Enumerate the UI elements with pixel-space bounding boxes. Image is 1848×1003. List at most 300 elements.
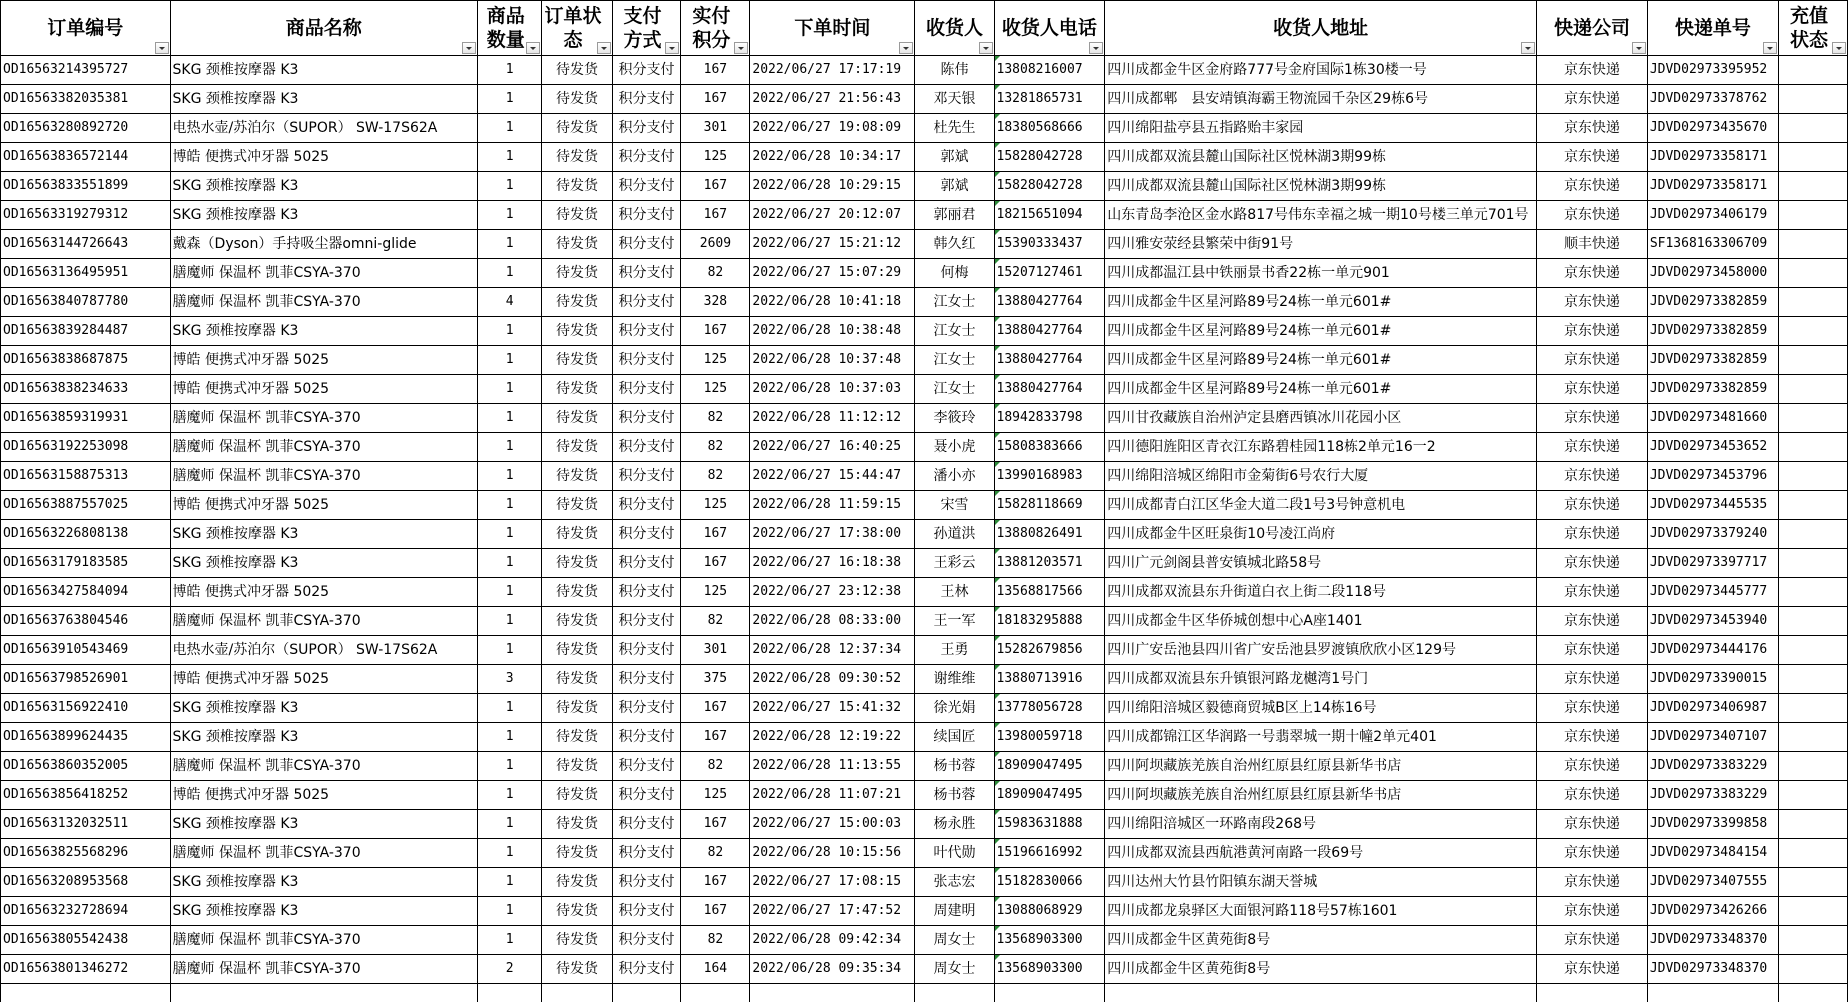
cell-receiver[interactable]: 孙道洪 [915,520,994,549]
cell-points[interactable]: 167 [681,520,750,549]
cell-tracking[interactable]: JDVD02973453940 [1647,607,1778,636]
table-row[interactable] [1,926,1848,955]
table-row[interactable] [1,259,1848,288]
cell-receiver[interactable]: 杨永胜 [915,810,994,839]
cell-points[interactable]: 82 [681,839,750,868]
cell-qty[interactable]: 3 [478,665,542,694]
cell-tracking[interactable]: JDVD02973382859 [1647,346,1778,375]
cell-product[interactable]: 博皓 便携式冲牙器 5025 [170,781,477,810]
table-row[interactable] [1,868,1848,897]
cell-time[interactable]: 2022/06/28 10:41:18 [750,288,915,317]
cell-address[interactable]: 四川绵阳涪城区绵阳市金菊街6号农行大厦 [1105,462,1537,491]
table-row[interactable] [1,810,1848,839]
cell-qty[interactable]: 1 [478,433,542,462]
cell-points[interactable]: 301 [681,636,750,665]
cell-address[interactable]: 四川成都双流县麓山国际社区悦林湖3期99栋 [1105,143,1537,172]
cell-tracking[interactable]: JDVD02973407107 [1647,723,1778,752]
cell-recharge[interactable] [1778,578,1847,607]
cell-phone[interactable]: 18183295888 [994,607,1105,636]
cell-points[interactable]: 125 [681,578,750,607]
cell-address[interactable]: 四川成都锦江区华润路一号翡翠城一期十幢2单元401 [1105,723,1537,752]
empty-cell[interactable] [681,984,750,1003]
cell-time[interactable]: 2022/06/28 10:29:15 [750,172,915,201]
filter-dropdown-icon[interactable] [1521,42,1535,54]
cell-receiver[interactable]: 邓天银 [915,85,994,114]
cell-points[interactable]: 125 [681,781,750,810]
table-row[interactable] [1,230,1848,259]
cell-product[interactable]: SKG 颈椎按摩器 K3 [170,201,477,230]
cell-status[interactable]: 待发货 [542,839,612,868]
cell-points[interactable]: 82 [681,259,750,288]
cell-tracking[interactable]: JDVD02973445535 [1647,491,1778,520]
cell-order-id[interactable]: OD16563232728694 [1,897,171,926]
cell-recharge[interactable] [1778,752,1847,781]
cell-status[interactable]: 待发货 [542,288,612,317]
cell-receiver[interactable]: 潘小亦 [915,462,994,491]
cell-phone[interactable]: 13980059718 [994,723,1105,752]
cell-qty[interactable]: 1 [478,723,542,752]
empty-cell[interactable] [170,984,477,1003]
cell-order-id[interactable]: OD16563910543469 [1,636,171,665]
cell-phone[interactable]: 13880427764 [994,346,1105,375]
cell-pay[interactable]: 积分支付 [612,694,681,723]
cell-time[interactable]: 2022/06/28 09:42:34 [750,926,915,955]
cell-courier[interactable]: 京东快递 [1537,172,1648,201]
cell-points[interactable]: 167 [681,172,750,201]
cell-status[interactable]: 待发货 [542,694,612,723]
cell-courier[interactable]: 京东快递 [1537,375,1648,404]
cell-recharge[interactable] [1778,810,1847,839]
cell-product[interactable]: 膳魔师 保温杯 凯菲CSYA-370 [170,839,477,868]
cell-address[interactable]: 四川成都双流县东升街道白衣上街二段118号 [1105,578,1537,607]
cell-phone[interactable]: 18215651094 [994,201,1105,230]
cell-product[interactable]: SKG 颈椎按摩器 K3 [170,549,477,578]
cell-receiver[interactable]: 王一军 [915,607,994,636]
cell-courier[interactable]: 京东快递 [1537,955,1648,984]
empty-cell[interactable] [1778,984,1847,1003]
cell-order-id[interactable]: OD16563427584094 [1,578,171,607]
cell-product[interactable]: 膳魔师 保温杯 凯菲CSYA-370 [170,433,477,462]
cell-phone[interactable]: 15828118669 [994,491,1105,520]
cell-time[interactable]: 2022/06/27 20:12:07 [750,201,915,230]
cell-product[interactable]: 电热水壶/苏泊尔（SUPOR） SW-17S62A [170,636,477,665]
cell-product[interactable]: SKG 颈椎按摩器 K3 [170,723,477,752]
cell-pay[interactable]: 积分支付 [612,143,681,172]
cell-recharge[interactable] [1778,607,1847,636]
table-row[interactable] [1,433,1848,462]
cell-address[interactable]: 四川成都金牛区旺泉街10号凌江尚府 [1105,520,1537,549]
cell-tracking[interactable]: JDVD02973406179 [1647,201,1778,230]
cell-pay[interactable]: 积分支付 [612,520,681,549]
cell-courier[interactable]: 京东快递 [1537,723,1648,752]
cell-product[interactable]: SKG 颈椎按摩器 K3 [170,520,477,549]
cell-phone[interactable]: 18380568666 [994,114,1105,143]
cell-qty[interactable]: 1 [478,549,542,578]
cell-receiver[interactable]: 江女士 [915,317,994,346]
cell-product[interactable]: 电热水壶/苏泊尔（SUPOR） SW-17S62A [170,114,477,143]
cell-order-id[interactable]: OD16563833551899 [1,172,171,201]
cell-phone[interactable]: 13281865731 [994,85,1105,114]
cell-receiver[interactable]: 杨书蓉 [915,781,994,810]
cell-qty[interactable]: 1 [478,317,542,346]
cell-product[interactable]: 膳魔师 保温杯 凯菲CSYA-370 [170,955,477,984]
cell-pay[interactable]: 积分支付 [612,462,681,491]
cell-time[interactable]: 2022/06/27 15:44:47 [750,462,915,491]
cell-tracking[interactable]: JDVD02973358171 [1647,172,1778,201]
cell-time[interactable]: 2022/06/28 09:30:52 [750,665,915,694]
cell-tracking[interactable]: JDVD02973382859 [1647,288,1778,317]
cell-address[interactable]: 四川成都双流县西航港黄河南路一段69号 [1105,839,1537,868]
cell-time[interactable]: 2022/06/28 11:59:15 [750,491,915,520]
cell-status[interactable]: 待发货 [542,56,612,85]
cell-courier[interactable]: 京东快递 [1537,839,1648,868]
cell-qty[interactable]: 4 [478,288,542,317]
cell-address[interactable]: 四川绵阳涪城区毅德商贸城B区上14栋16号 [1105,694,1537,723]
cell-pay[interactable]: 积分支付 [612,375,681,404]
cell-pay[interactable]: 积分支付 [612,897,681,926]
cell-product[interactable]: SKG 颈椎按摩器 K3 [170,694,477,723]
cell-status[interactable]: 待发货 [542,85,612,114]
cell-pay[interactable]: 积分支付 [612,578,681,607]
empty-cell[interactable] [478,984,542,1003]
cell-status[interactable]: 待发货 [542,404,612,433]
cell-address[interactable]: 四川成都金牛区华侨城创想中心A座1401 [1105,607,1537,636]
cell-order-id[interactable]: OD16563856418252 [1,781,171,810]
cell-status[interactable]: 待发货 [542,317,612,346]
filter-dropdown-icon[interactable] [1763,42,1777,54]
table-row[interactable] [1,723,1848,752]
cell-address[interactable]: 四川广元剑阁县普安镇城北路58号 [1105,549,1537,578]
cell-product[interactable]: SKG 颈椎按摩器 K3 [170,56,477,85]
cell-address[interactable]: 四川绵阳盐亭县五指路贻丰家园 [1105,114,1537,143]
cell-phone[interactable]: 18942833798 [994,404,1105,433]
cell-status[interactable]: 待发货 [542,810,612,839]
cell-order-id[interactable]: OD16563144726643 [1,230,171,259]
cell-courier[interactable]: 京东快递 [1537,665,1648,694]
cell-time[interactable]: 2022/06/27 17:17:19 [750,56,915,85]
empty-cell[interactable] [915,984,994,1003]
cell-courier[interactable]: 京东快递 [1537,868,1648,897]
cell-tracking[interactable]: JDVD02973426266 [1647,897,1778,926]
cell-points[interactable]: 82 [681,926,750,955]
cell-qty[interactable]: 1 [478,926,542,955]
cell-pay[interactable]: 积分支付 [612,172,681,201]
cell-phone[interactable]: 13568817566 [994,578,1105,607]
cell-courier[interactable]: 京东快递 [1537,259,1648,288]
cell-address[interactable]: 四川阿坝藏族羌族自治州红原县红原县新华书店 [1105,781,1537,810]
cell-qty[interactable]: 1 [478,85,542,114]
cell-status[interactable]: 待发货 [542,752,612,781]
cell-time[interactable]: 2022/06/27 17:47:52 [750,897,915,926]
cell-phone[interactable]: 13880713916 [994,665,1105,694]
cell-phone[interactable]: 13880826491 [994,520,1105,549]
cell-recharge[interactable] [1778,317,1847,346]
cell-pay[interactable]: 积分支付 [612,114,681,143]
cell-time[interactable]: 2022/06/28 11:13:55 [750,752,915,781]
cell-courier[interactable]: 京东快递 [1537,462,1648,491]
cell-pay[interactable]: 积分支付 [612,752,681,781]
cell-product[interactable]: SKG 颈椎按摩器 K3 [170,810,477,839]
cell-order-id[interactable]: OD16563899624435 [1,723,171,752]
table-row[interactable] [1,839,1848,868]
cell-courier[interactable]: 京东快递 [1537,85,1648,114]
cell-order-id[interactable]: OD16563825568296 [1,839,171,868]
cell-pay[interactable]: 积分支付 [612,433,681,462]
cell-tracking[interactable]: JDVD02973445777 [1647,578,1778,607]
cell-phone[interactable]: 15808383666 [994,433,1105,462]
table-row[interactable] [1,781,1848,810]
cell-receiver[interactable]: 杜先生 [915,114,994,143]
empty-cell[interactable] [750,984,915,1003]
cell-address[interactable]: 四川阿坝藏族羌族自治州红原县红原县新华书店 [1105,752,1537,781]
table-row[interactable] [1,172,1848,201]
cell-address[interactable]: 山东青岛李沧区金水路817号伟东幸福之城一期10号楼三单元701号 [1105,201,1537,230]
cell-receiver[interactable]: 徐光娟 [915,694,994,723]
cell-time[interactable]: 2022/06/27 23:12:38 [750,578,915,607]
cell-pay[interactable]: 积分支付 [612,839,681,868]
cell-tracking[interactable]: JDVD02973444176 [1647,636,1778,665]
cell-receiver[interactable]: 宋雪 [915,491,994,520]
cell-tracking[interactable]: JDVD02973407555 [1647,868,1778,897]
cell-qty[interactable]: 1 [478,346,542,375]
cell-status[interactable]: 待发货 [542,114,612,143]
cell-courier[interactable]: 京东快递 [1537,114,1648,143]
cell-status[interactable]: 待发货 [542,143,612,172]
cell-courier[interactable]: 京东快递 [1537,607,1648,636]
cell-recharge[interactable] [1778,114,1847,143]
cell-status[interactable]: 待发货 [542,259,612,288]
cell-product[interactable]: SKG 颈椎按摩器 K3 [170,897,477,926]
cell-receiver[interactable]: 王勇 [915,636,994,665]
cell-status[interactable]: 待发货 [542,549,612,578]
cell-phone[interactable]: 15828042728 [994,143,1105,172]
cell-phone[interactable]: 13808216007 [994,56,1105,85]
cell-points[interactable]: 167 [681,317,750,346]
filter-dropdown-icon[interactable] [155,42,169,54]
cell-points[interactable]: 301 [681,114,750,143]
cell-pay[interactable]: 积分支付 [612,607,681,636]
cell-phone[interactable]: 13880427764 [994,375,1105,404]
cell-time[interactable]: 2022/06/28 10:15:56 [750,839,915,868]
cell-points[interactable]: 167 [681,85,750,114]
filter-dropdown-icon[interactable] [899,42,913,54]
table-row[interactable] [1,85,1848,114]
cell-points[interactable]: 167 [681,868,750,897]
table-row[interactable] [1,520,1848,549]
filter-dropdown-icon[interactable] [1832,42,1846,54]
cell-order-id[interactable]: OD16563158875313 [1,462,171,491]
cell-order-id[interactable]: OD16563839284487 [1,317,171,346]
cell-phone[interactable]: 15390333437 [994,230,1105,259]
cell-order-id[interactable]: OD16563136495951 [1,259,171,288]
cell-time[interactable]: 2022/06/28 08:33:00 [750,607,915,636]
cell-time[interactable]: 2022/06/28 12:37:34 [750,636,915,665]
cell-receiver[interactable]: 韩久红 [915,230,994,259]
cell-courier[interactable]: 京东快递 [1537,810,1648,839]
cell-qty[interactable]: 1 [478,259,542,288]
table-row[interactable] [1,607,1848,636]
cell-order-id[interactable]: OD16563860352005 [1,752,171,781]
cell-recharge[interactable] [1778,230,1847,259]
cell-order-id[interactable]: OD16563798526901 [1,665,171,694]
filter-dropdown-icon[interactable] [1632,42,1646,54]
cell-product[interactable]: SKG 颈椎按摩器 K3 [170,85,477,114]
cell-address[interactable]: 四川成都双流县麓山国际社区悦林湖3期99栋 [1105,172,1537,201]
cell-address[interactable]: 四川雅安荥经县繁荣中街91号 [1105,230,1537,259]
cell-time[interactable]: 2022/06/27 16:18:38 [750,549,915,578]
table-row[interactable] [1,462,1848,491]
cell-tracking[interactable]: JDVD02973395952 [1647,56,1778,85]
table-row[interactable] [1,317,1848,346]
cell-time[interactable]: 2022/06/27 15:21:12 [750,230,915,259]
cell-product[interactable]: 博皓 便携式冲牙器 5025 [170,491,477,520]
cell-courier[interactable]: 京东快递 [1537,520,1648,549]
cell-address[interactable]: 四川甘孜藏族自治州泸定县磨西镇冰川花园小区 [1105,404,1537,433]
cell-qty[interactable]: 1 [478,201,542,230]
table-row[interactable] [1,143,1848,172]
cell-phone[interactable]: 13880427764 [994,288,1105,317]
cell-phone[interactable]: 18909047495 [994,752,1105,781]
cell-recharge[interactable] [1778,868,1847,897]
cell-tracking[interactable]: JDVD02973399858 [1647,810,1778,839]
cell-tracking[interactable]: JDVD02973348370 [1647,926,1778,955]
cell-status[interactable]: 待发货 [542,868,612,897]
empty-cell[interactable] [1,984,171,1003]
cell-receiver[interactable]: 杨书蓉 [915,752,994,781]
cell-recharge[interactable] [1778,375,1847,404]
cell-recharge[interactable] [1778,462,1847,491]
cell-status[interactable]: 待发货 [542,433,612,462]
cell-pay[interactable]: 积分支付 [612,723,681,752]
cell-courier[interactable]: 京东快递 [1537,636,1648,665]
cell-tracking[interactable]: JDVD02973435670 [1647,114,1778,143]
cell-recharge[interactable] [1778,259,1847,288]
empty-cell[interactable] [1537,984,1648,1003]
cell-product[interactable]: 膳魔师 保温杯 凯菲CSYA-370 [170,404,477,433]
cell-time[interactable]: 2022/06/27 15:41:32 [750,694,915,723]
cell-receiver[interactable]: 江女士 [915,375,994,404]
cell-product[interactable]: 膳魔师 保温杯 凯菲CSYA-370 [170,288,477,317]
cell-status[interactable]: 待发货 [542,665,612,694]
cell-recharge[interactable] [1778,491,1847,520]
cell-status[interactable]: 待发货 [542,607,612,636]
cell-product[interactable]: SKG 颈椎按摩器 K3 [170,317,477,346]
cell-phone[interactable]: 13568903300 [994,955,1105,984]
cell-courier[interactable]: 京东快递 [1537,897,1648,926]
cell-receiver[interactable]: 何梅 [915,259,994,288]
cell-receiver[interactable]: 周女士 [915,926,994,955]
table-row[interactable] [1,375,1848,404]
cell-qty[interactable]: 1 [478,56,542,85]
filter-dropdown-icon[interactable] [665,42,679,54]
cell-qty[interactable]: 1 [478,491,542,520]
cell-address[interactable]: 四川成都金牛区星河路89号24栋一单元601# [1105,317,1537,346]
cell-time[interactable]: 2022/06/28 10:37:03 [750,375,915,404]
cell-recharge[interactable] [1778,172,1847,201]
cell-courier[interactable]: 京东快递 [1537,578,1648,607]
cell-pay[interactable]: 积分支付 [612,56,681,85]
table-row[interactable] [1,897,1848,926]
empty-cell[interactable] [1105,984,1537,1003]
cell-time[interactable]: 2022/06/27 19:08:09 [750,114,915,143]
cell-recharge[interactable] [1778,723,1847,752]
cell-address[interactable]: 四川广安岳池县四川省广安岳池县罗渡镇欣欣小区129号 [1105,636,1537,665]
cell-status[interactable]: 待发货 [542,230,612,259]
cell-points[interactable]: 82 [681,404,750,433]
cell-points[interactable]: 167 [681,201,750,230]
cell-order-id[interactable]: OD16563319279312 [1,201,171,230]
cell-status[interactable]: 待发货 [542,491,612,520]
cell-tracking[interactable]: JDVD02973397717 [1647,549,1778,578]
cell-time[interactable]: 2022/06/27 17:08:15 [750,868,915,897]
cell-product[interactable]: 膳魔师 保温杯 凯菲CSYA-370 [170,259,477,288]
cell-recharge[interactable] [1778,143,1847,172]
cell-order-id[interactable]: OD16563838687875 [1,346,171,375]
cell-tracking[interactable]: JDVD02973484154 [1647,839,1778,868]
cell-qty[interactable]: 1 [478,172,542,201]
cell-time[interactable]: 2022/06/27 17:38:00 [750,520,915,549]
cell-courier[interactable]: 京东快递 [1537,433,1648,462]
cell-product[interactable]: 博皓 便携式冲牙器 5025 [170,578,477,607]
cell-phone[interactable]: 15828042728 [994,172,1105,201]
cell-points[interactable]: 82 [681,462,750,491]
cell-time[interactable]: 2022/06/28 12:19:22 [750,723,915,752]
cell-status[interactable]: 待发货 [542,462,612,491]
cell-status[interactable]: 待发货 [542,201,612,230]
cell-tracking[interactable]: JDVD02973453652 [1647,433,1778,462]
cell-phone[interactable]: 13990168983 [994,462,1105,491]
cell-address[interactable]: 四川成都金牛区黄苑街8号 [1105,955,1537,984]
cell-product[interactable]: 膳魔师 保温杯 凯菲CSYA-370 [170,926,477,955]
cell-order-id[interactable]: OD16563840787780 [1,288,171,317]
cell-qty[interactable]: 1 [478,810,542,839]
empty-cell[interactable] [1647,984,1778,1003]
filter-dropdown-icon[interactable] [979,42,993,54]
cell-qty[interactable]: 2 [478,955,542,984]
cell-product[interactable]: 博皓 便携式冲牙器 5025 [170,665,477,694]
cell-recharge[interactable] [1778,926,1847,955]
cell-pay[interactable]: 积分支付 [612,810,681,839]
cell-courier[interactable]: 顺丰快递 [1537,230,1648,259]
cell-pay[interactable]: 积分支付 [612,636,681,665]
cell-recharge[interactable] [1778,433,1847,462]
table-row[interactable] [1,404,1848,433]
cell-address[interactable]: 四川德阳旌阳区青衣江东路碧桂园118栋2单元16一2 [1105,433,1537,462]
cell-product[interactable]: 博皓 便携式冲牙器 5025 [170,143,477,172]
cell-receiver[interactable]: 续国匠 [915,723,994,752]
cell-tracking[interactable]: JDVD02973383229 [1647,752,1778,781]
table-row[interactable] [1,114,1848,143]
cell-pay[interactable]: 积分支付 [612,868,681,897]
cell-courier[interactable]: 京东快递 [1537,781,1648,810]
cell-points[interactable]: 167 [681,56,750,85]
cell-address[interactable]: 四川成都青白江区华金大道二段1号3号钟意机电 [1105,491,1537,520]
cell-product[interactable]: 博皓 便携式冲牙器 5025 [170,375,477,404]
cell-receiver[interactable]: 周女士 [915,955,994,984]
cell-status[interactable]: 待发货 [542,955,612,984]
table-row[interactable] [1,665,1848,694]
cell-recharge[interactable] [1778,56,1847,85]
cell-qty[interactable]: 1 [478,868,542,897]
cell-points[interactable]: 125 [681,346,750,375]
cell-time[interactable]: 2022/06/27 15:00:03 [750,810,915,839]
filter-dropdown-icon[interactable] [462,42,476,54]
cell-phone[interactable]: 18909047495 [994,781,1105,810]
cell-qty[interactable]: 1 [478,114,542,143]
cell-address[interactable]: 四川成都温江县中铁丽景书香22栋一单元901 [1105,259,1537,288]
cell-time[interactable]: 2022/06/28 10:37:48 [750,346,915,375]
table-row[interactable] [1,56,1848,85]
